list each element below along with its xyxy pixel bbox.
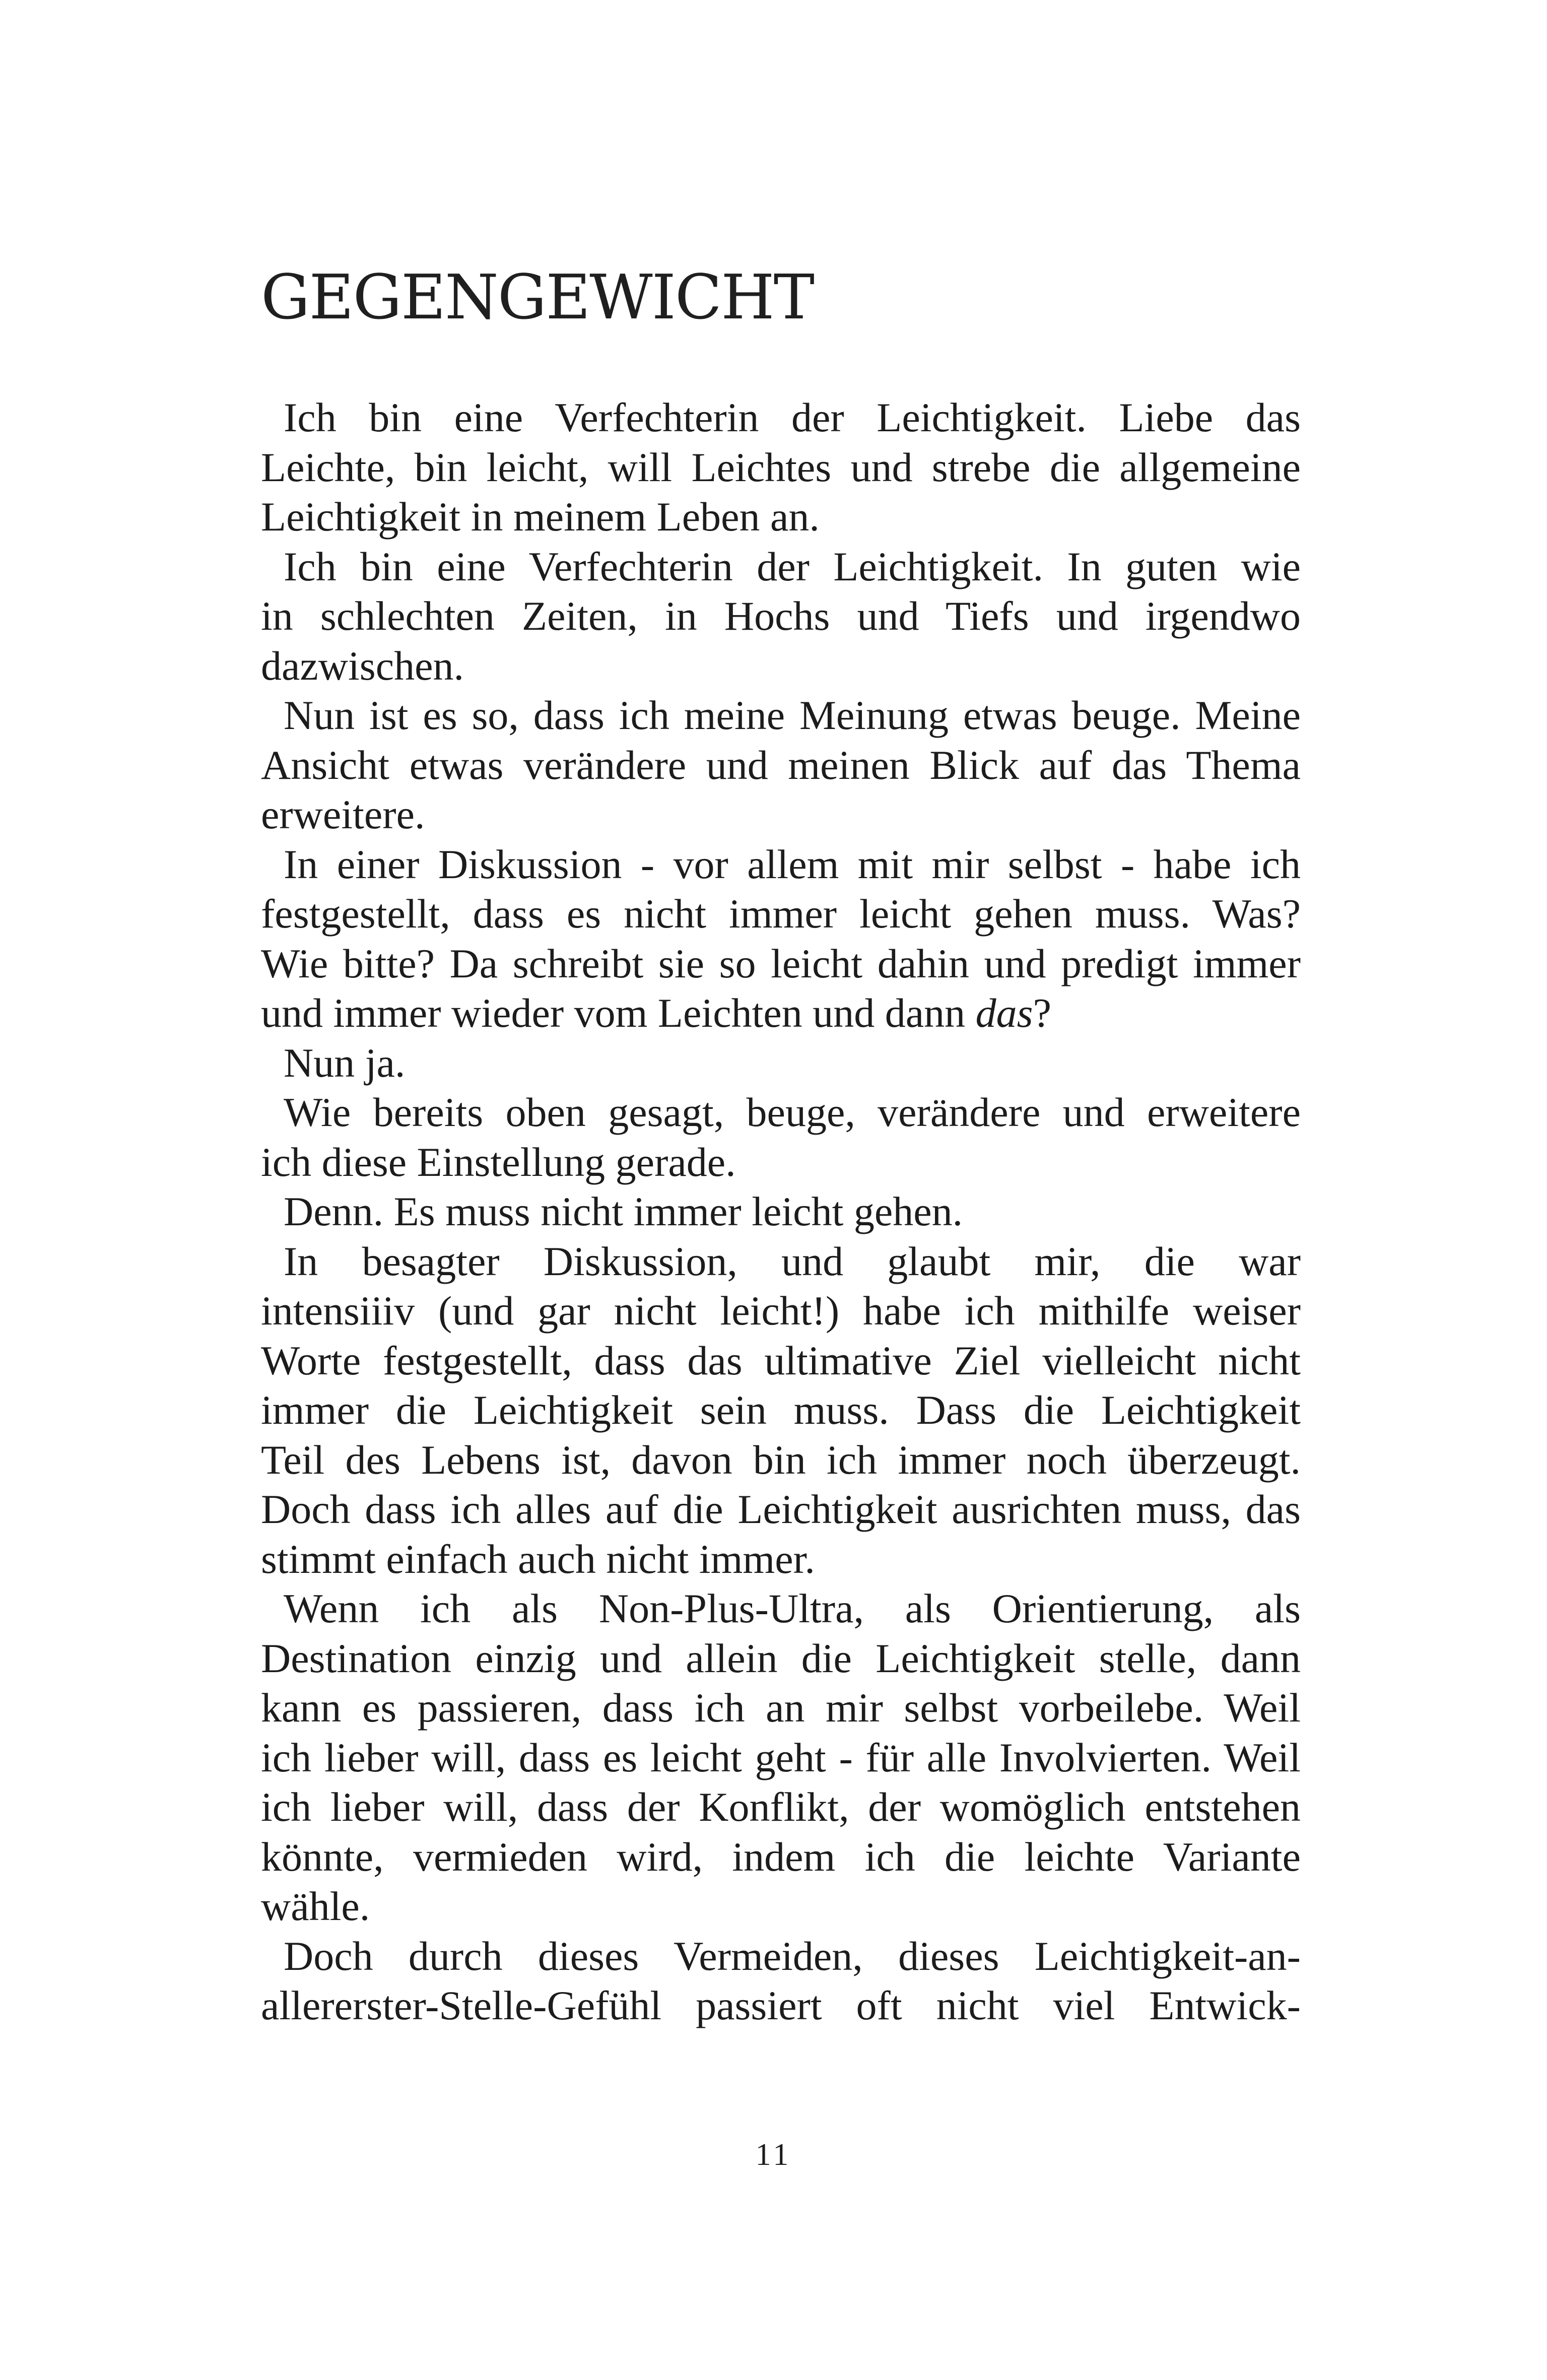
text-line: wähle.	[261, 1883, 370, 1929]
paragraph	[261, 840, 1301, 1038]
paragraph	[261, 542, 1301, 691]
text-line: Wie bereits oben gesagt, beuge, verändere und erweitere	[284, 1089, 1301, 1135]
text-line: kann es passieren, dass ich an mir selbst vorbeilebe. Weil	[261, 1685, 1301, 1731]
text-line: Ich bin eine Verfechterin der Leichtigkeit. Liebe das	[284, 394, 1301, 440]
text-line: Worte festgestellt, dass das ultimative Ziel vielleicht nicht	[261, 1337, 1301, 1383]
text-line: Nun ja.	[284, 1039, 406, 1086]
paragraph	[261, 1088, 1301, 1187]
text-line: festgestellt, dass es nicht immer leicht gehen muss. Was?	[261, 891, 1301, 937]
paragraph	[261, 1237, 1301, 1584]
text-line: Ich bin eine Verfechterin der Leichtigkeit. In guten wie	[284, 543, 1301, 589]
page-number: 11	[755, 2138, 792, 2172]
text-line: In einer Diskussion - vor allem mit mir selbst - habe ich	[284, 841, 1301, 887]
text-line: stimmt einfach auch nicht immer.	[261, 1536, 815, 1582]
text-line	[261, 988, 1301, 1038]
text-line: Doch durch dieses Vermeiden, dieses Leichtigkeit-an-	[284, 1933, 1301, 1979]
text-line: Teil des Lebens ist, davon bin ich immer noch überzeugt.	[261, 1436, 1301, 1483]
text-run: ?	[1033, 990, 1051, 1036]
text-line: erweitere.	[261, 791, 425, 837]
text-line: Wenn ich als Non-Plus-Ultra, als Orientierung, als	[284, 1585, 1301, 1631]
text-line: Destination einzig und allein die Leichtigkeit stelle, dann	[261, 1635, 1301, 1681]
text-line: ich lieber will, dass es leicht geht - für alle Involvierten. Weil	[261, 1734, 1301, 1780]
text-line: In besagter Diskussion, und glaubt mir, die war	[284, 1238, 1301, 1284]
paragraph	[261, 1038, 1301, 1088]
text-line: ich lieber will, dass der Konflikt, der womöglich entstehen	[261, 1784, 1301, 1830]
text-line: ich diese Einstellung gerade.	[261, 1139, 736, 1185]
text-line: intensiiiv (und gar nicht leicht!) habe ich mithilfe weiser	[261, 1288, 1301, 1334]
text-line: allererster-Stelle-Gefühl passiert oft nicht viel Entwick-	[261, 1982, 1301, 2028]
paragraph	[261, 1584, 1301, 1932]
text-line: dazwischen.	[261, 642, 464, 689]
text-line: Nun ist es so, dass ich meine Meinung etwas beuge. Meine	[284, 692, 1301, 738]
text-line: Denn. Es muss nicht immer leicht gehen.	[284, 1188, 963, 1234]
text-line: immer die Leichtigkeit sein muss. Dass die Leichtigkeit	[261, 1387, 1301, 1433]
paragraph	[261, 393, 1301, 542]
text-line: Leichtigkeit in meinem Leben an.	[261, 494, 820, 540]
text-line: in schlechten Zeiten, in Hochs und Tiefs und irgendwo	[261, 593, 1301, 639]
body-text	[261, 393, 1301, 2031]
emphasized-word: das	[975, 990, 1033, 1036]
text-line: könnte, vermieden wird, indem ich die leichte Variante	[261, 1833, 1301, 1880]
text-run: und immer wieder vom Leichten und dann	[261, 990, 976, 1036]
paragraph	[261, 1187, 1301, 1237]
text-line: Doch dass ich alles auf die Leichtigkeit ausrichten muss, das	[261, 1486, 1301, 1532]
text-line: Ansicht etwas verändere und meinen Blick auf das Thema	[261, 742, 1301, 788]
chapter-title: GEGENGEWICHT	[261, 261, 814, 333]
paragraph	[261, 1932, 1301, 2031]
text-line: Leichte, bin leicht, will Leichtes und strebe die allgemeine	[261, 444, 1301, 490]
paragraph	[261, 691, 1301, 840]
text-line: Wie bitte? Da schreibt sie so leicht dahin und predigt immer	[261, 940, 1301, 986]
